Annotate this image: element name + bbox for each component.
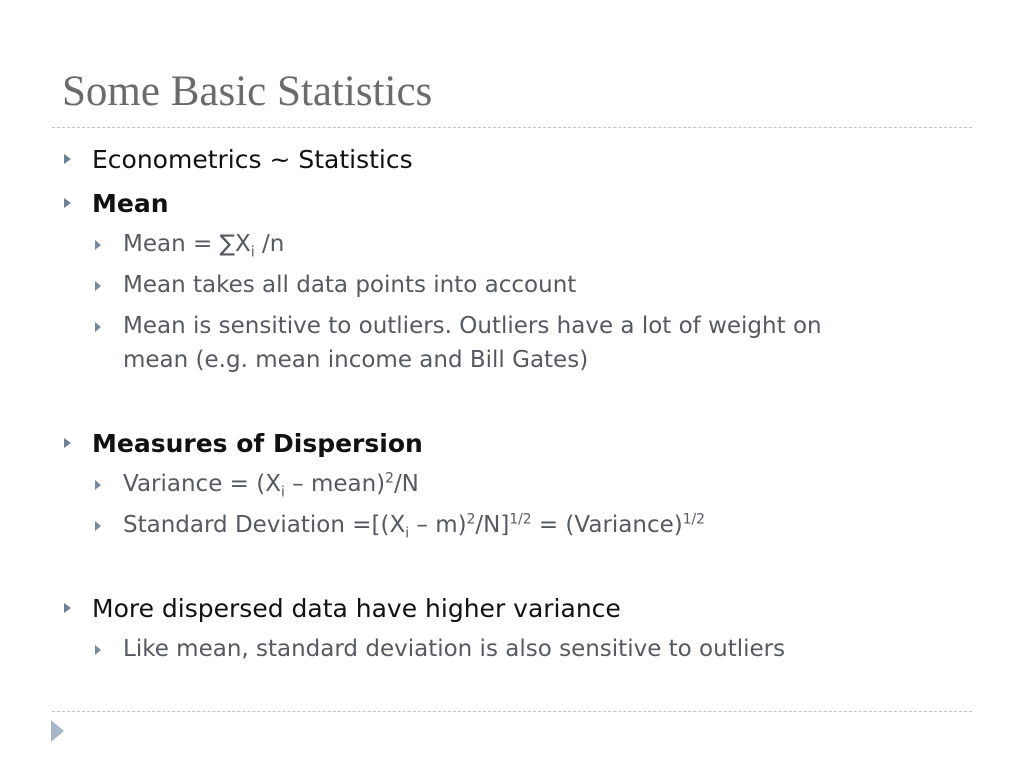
variance-suffix: /N: [393, 471, 419, 497]
bullet-econometrics: Econometrics ~ Statistics: [92, 145, 413, 174]
bullet-triangle-icon: [64, 154, 71, 164]
sub-bullet-triangle-icon: [95, 521, 101, 531]
bullet-mean-formula: [123, 231, 285, 261]
footer-triangle-icon: [51, 720, 64, 742]
sd-superscript-2: 2: [466, 511, 476, 528]
bullet-mean-all-points: Mean takes all data points into account: [123, 272, 577, 298]
sd-part3: /N]: [475, 512, 510, 538]
sub-bullet-triangle-icon: [95, 281, 101, 291]
variance-superscript: 2: [385, 470, 394, 487]
bullet-triangle-icon: [64, 603, 71, 613]
bullet-more-dispersed: More dispersed data have higher variance: [92, 594, 621, 623]
sd-subscript: i: [405, 525, 410, 542]
sd-part4: = (Variance): [531, 512, 683, 538]
bullet-mean-heading: Mean: [92, 189, 169, 218]
sub-bullet-triangle-icon: [95, 645, 101, 655]
mean-formula-subscript: i: [250, 244, 255, 261]
bullet-triangle-icon: [64, 438, 71, 448]
bullet-triangle-icon: [64, 198, 71, 208]
sd-superscript-half-1: 1/2: [509, 511, 532, 528]
sub-bullet-triangle-icon: [95, 322, 101, 332]
sub-bullet-triangle-icon: [95, 240, 101, 250]
sd-prefix: Standard Deviation =[(X: [123, 512, 406, 538]
variance-subscript: i: [280, 484, 285, 501]
mean-formula-suffix: /n: [254, 231, 285, 257]
sd-part2: – m): [409, 512, 467, 538]
bullet-mean-sensitive-line1: Mean is sensitive to outliers. Outliers have a lot of weight on: [123, 313, 822, 339]
title-divider: [52, 127, 972, 128]
slide-title: Some Basic Statistics: [62, 68, 433, 115]
bullet-mean-sensitive-line2: mean (e.g. mean income and Bill Gates): [123, 347, 589, 373]
bullet-like-mean: Like mean, standard deviation is also sensitive to outliers: [123, 636, 786, 662]
variance-prefix: Variance = (X: [123, 471, 281, 497]
bullet-sd-formula: [123, 511, 705, 542]
sd-superscript-half-2: 1/2: [682, 511, 705, 528]
bullet-dispersion-heading: Measures of Dispersion: [92, 429, 423, 458]
bullet-variance-formula: [123, 470, 419, 501]
mean-formula-prefix: Mean = ∑X: [123, 231, 251, 257]
footer-divider: [52, 711, 972, 712]
sub-bullet-triangle-icon: [95, 480, 101, 490]
variance-middle: – mean): [284, 471, 386, 497]
